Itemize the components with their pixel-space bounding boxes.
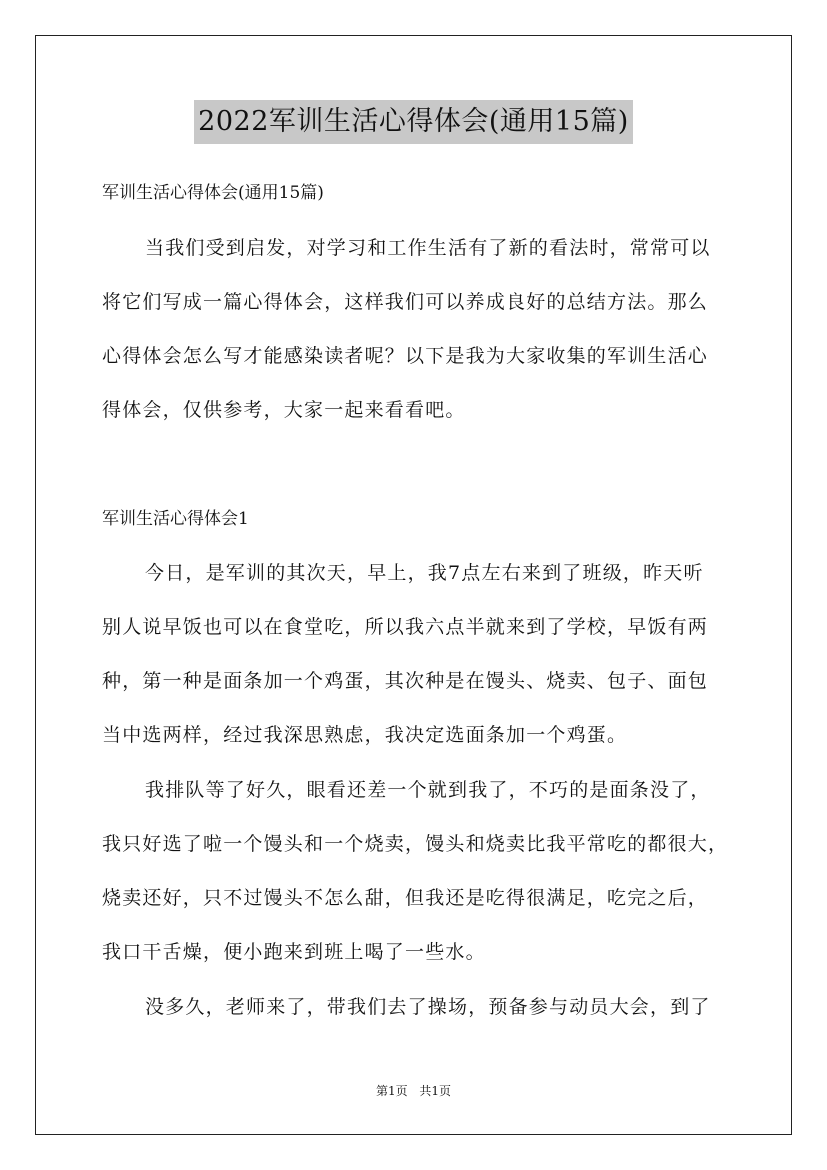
page-total: 共1页 (419, 1084, 452, 1098)
paragraph-line: 我口干舌燥，便小跑来到班上喝了一些水。 (102, 941, 486, 963)
intro-line: 得体会，仅供参考，大家一起来看看吧。 (102, 399, 466, 421)
document-title (0, 100, 827, 144)
paragraph-line: 我排队等了好久，眼看还差一个就到我了，不巧的是面条没了， (145, 779, 711, 801)
document-title-text: 2022军训生活心得体会(通用15篇) (194, 100, 633, 144)
paragraph-line: 种，第一种是面条加一个鸡蛋，其次种是在馒头、烧卖、包子、面包 (102, 670, 709, 692)
paragraph-line: 没多久，老师来了，带我们去了操场，预备参与动员大会，到了 (145, 996, 711, 1018)
intro-line: 心得体会怎么写才能感染读者呢？以下是我为大家收集的军训生活心 (102, 345, 709, 367)
page-number: 第1页 (375, 1084, 408, 1098)
paragraph-line: 别人说早饭也可以在食堂吃，所以我六点半就来到了学校，早饭有两 (102, 616, 709, 638)
document-subtitle: 军训生活心得体会(通用15篇) (102, 183, 324, 203)
intro-line: 当我们受到启发，对学习和工作生活有了新的看法时，常常可以 (145, 237, 711, 259)
paragraph-line: 烧卖还好，只不过馒头不怎么甜，但我还是吃得很满足，吃完之后， (102, 887, 709, 909)
intro-line: 将它们写成一篇心得体会，这样我们可以养成良好的总结方法。那么 (102, 291, 709, 313)
paragraph-line: 当中选两样，经过我深思熟虑，我决定选面条加一个鸡蛋。 (102, 724, 628, 746)
paragraph-line: 今日，是军训的其次天，早上，我7点左右来到了班级，昨天听 (145, 562, 704, 584)
paragraph-line: 我只好选了啦一个馒头和一个烧卖，馒头和烧卖比我平常吃的都很大， (102, 833, 729, 855)
page-footer (0, 1083, 827, 1099)
section-heading: 军训生活心得体会1 (102, 509, 249, 529)
